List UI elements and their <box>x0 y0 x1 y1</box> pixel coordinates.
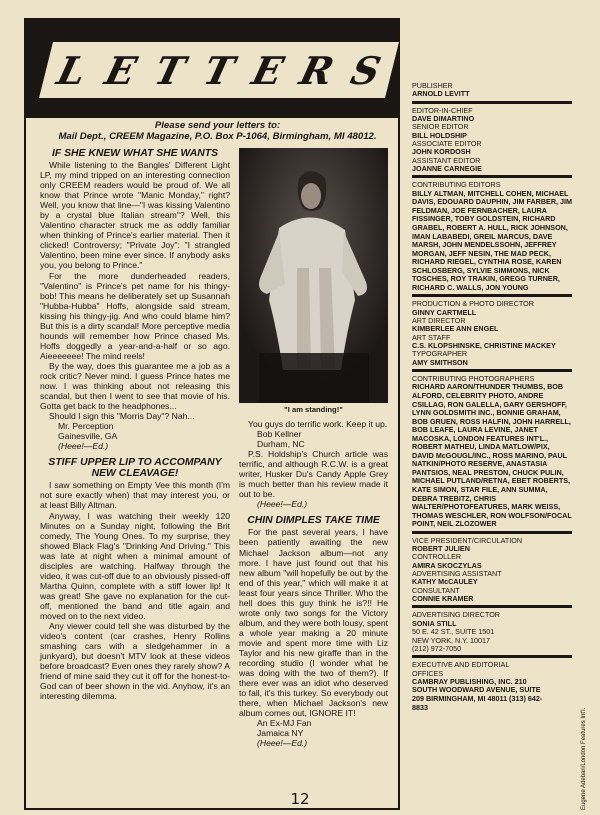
letter-1-paragraph: For the more dunderheaded readers, "Valentino" is Prince's pet name for his thingy-bob! This means he deliberately set up Susannah "Hubba-Hubba" Hoffs, alongside said stream, kissing his thingy-jig. And who could blame him? But this is a dirty scandal! More perceptive media hounds will remember how Prince chased Ms. Hoffs doggedly a year-and-a-half or so ago. Aieeeeeee! The mind reels! <box>40 270 230 361</box>
send-letters-notice <box>40 120 395 142</box>
masthead-role: CONTROLLER <box>412 552 462 562</box>
letter-2-signature: Durham, NC <box>257 439 305 450</box>
masthead-role: CONTRIBUTING PHOTOGRAPHERS <box>412 374 535 384</box>
letter-2-paragraph: I saw something on Empty Vee this month (I'm not sure exactly when) that may interest you, or at least Billy Altman. <box>40 480 230 511</box>
letters-column-left <box>40 146 230 701</box>
header-letter-2: E <box>100 47 142 93</box>
header-letter-3: T <box>150 47 190 93</box>
masthead-role: SENIOR EDITOR <box>412 122 469 132</box>
masthead-role: TYPOGRAPHER <box>412 349 468 359</box>
letter-1-paragraph: By the way, does this guarantee me a job as a rock critic? Never mind. I guess Prince hates me now. I was thinking about not releasing this scandal, but then I went to see that movie of his. Gotta get back to the headphones... <box>40 360 230 412</box>
masthead-business <box>412 531 572 604</box>
masthead-role: EDITOR-IN-CHIEF <box>412 105 473 115</box>
masthead-address: 50 E. 42 ST., SUITE 1501 <box>412 627 495 637</box>
masthead <box>412 82 572 712</box>
letter-2-paragraph: You guys do terrific work. Keep it up. <box>248 419 388 429</box>
letter-2-paragraph: Anyway, I was watching their weekly 120 Minutes on a Sunday night, following the Brit comedy, The Young Ones. To my surprise, they showed Black Flag's "Drinking And Driving." This was late at night when a minimal amount of disciples are watching. Halfway through the video, it was cut-off due to an obviously pissed-off Martha Quinn, complete with a stiff lower lip! It was great! She gave no explanation for the cut-off, mentioned the band and title again and moved on to the next video. <box>40 510 230 621</box>
masthead-advertising <box>412 605 572 653</box>
masthead-role: ART STAFF <box>412 332 451 342</box>
photo-credit-text: Eugene Adebari/London Features Int'l. <box>581 707 587 810</box>
letter-1-paragraph: Should I sign this "Morris Day"? Nah... <box>49 411 195 422</box>
masthead-role: ASSISTANT EDITOR <box>412 155 481 165</box>
masthead-production <box>412 294 572 367</box>
masthead-contributing-editors <box>412 175 572 292</box>
performer-photo-icon <box>239 148 388 403</box>
masthead-role: PUBLISHER <box>412 81 453 90</box>
letter-2-headline: STIFF UPPER LIP TO ACCOMPANY NEW CLEAVAGE! <box>48 457 222 480</box>
masthead-role: PRODUCTION & PHOTO DIRECTOR <box>412 299 534 309</box>
masthead-name: SONIA STILL <box>412 618 457 628</box>
masthead-role: ADVERTISING DIRECTOR <box>412 610 500 620</box>
masthead-role: ADVERTISING ASSISTANT <box>412 569 502 579</box>
masthead-role: CONSULTANT <box>412 585 460 595</box>
masthead-role: ART DIRECTOR <box>412 316 466 326</box>
photo-credit <box>576 700 586 810</box>
masthead-name: BILL HOLDSHIP <box>412 130 467 140</box>
masthead-name: KATHY McCAULEY <box>412 577 478 587</box>
masthead-name: JOANNE CARNEGIE <box>412 164 482 174</box>
masthead-name: AMIRA SKOCZYLAS <box>412 560 482 570</box>
letters-header-banner <box>24 18 400 118</box>
masthead-name: ROBERT JULIEN <box>412 544 470 554</box>
header-letter-7: S <box>346 47 386 93</box>
masthead-role: ASSOCIATE EDITOR <box>412 139 482 149</box>
letter-1-paragraph: While listening to the Bangles' Different Light LP, my mind tripped on an interesting connection only CREEM readers would be proud of. We all know that Prince wrote "Manic Monday," right? Well, you know that line—"I was kissing Valentino by a crystal blue Italian stream"? Well, this Valentino character struck me as oddly familiar when thinking of Prince's earlier material. Then it clicked! Controversy; "Private Joy": "I strangled Valentino, been mine ever since. If anybody asks you, you belong to Prince." <box>40 160 230 271</box>
letter-1-signature: Mr. Perception <box>58 421 114 432</box>
prince-photo <box>239 148 388 403</box>
send-line-1: Please send your letters to: <box>154 120 281 131</box>
letter-1-editor-note: (Heee!—Ed.) <box>58 441 109 452</box>
letter-1-signature: Gainesville, GA <box>58 431 118 442</box>
masthead-name: GINNY CARTMELL <box>412 307 477 317</box>
header-letter-5: E <box>247 47 289 93</box>
masthead-name: C.S. KLOPSHINSKE, CHRISTINE MACKEY <box>412 341 556 351</box>
masthead-name: KIMBERLEE ANN ENGEL <box>412 324 499 334</box>
masthead-name: JOHN KORDOSH <box>412 147 471 157</box>
letter-2-paragraph: Any viewer could tell she was disturbed by the video's content (car crashes, Henry Rollins smashing cars with a sledgehammer in a junkyard), but doesn't MTV look at these videos before broadcast? Even ones they rarely show? A friend of mine said they cut it off for the honest-to-God can of beer shown in the vid. Anyhow, it's an interesting dilemma. <box>40 621 230 702</box>
masthead-name: AMY SMITHSON <box>412 357 468 367</box>
letter-1-headline: IF SHE KNEW WHAT SHE WANTS <box>51 148 219 159</box>
letter-3-editor-note: (Heee!—Ed.) <box>257 738 308 749</box>
header-letter-6: R <box>295 47 339 93</box>
masthead-names: BILLY ALTMAN, MITCHELL COHEN, MICHAEL DAVIS, EDOUARD DAUPHIN, JIM FARBER, JIM FELDMAN, JOE FERNBACHER, LAURA FISSINGER, TOBY GOLDSTEIN, RICHARD GRABEL, ROBERT A. HULL, RICK JOHNSON, IMAN LABABEDI, GREIL MARCUS, DAVE MARSH, JOHN MENDELSSOHN, JEFFREY MORGAN, JEFF NESIN, THE MAD PECK, RICHARD RIEGEL, CYNTHIA ROSE, KAREN SCHLOSBERG, SYLVIE SIMMONS, NICK TOSCHES, ROY TRAKIN, GREGG TURNER, RICHARD C. WALLS, JON YOUNG <box>412 188 573 292</box>
masthead-name: ARNOLD LEVITT <box>412 89 470 99</box>
send-line-2: Mail Dept., CREEM Magazine, P.O. Box P-1064, Birmingham, MI 48012. <box>58 131 377 142</box>
masthead-publisher <box>412 82 572 99</box>
masthead-role: EXECUTIVE AND EDITORIAL OFFICES <box>412 660 510 678</box>
letter-2-signature: Bob Kellner <box>257 429 302 440</box>
letter-2-postscript: P.S. Holdship's Church article was terrific, and although R.C.W. is a great writer, Husker Du's Candy Apple Grey is much better than his review made it out to be. <box>239 449 388 500</box>
masthead-role: VICE PRESIDENT/CIRCULATION <box>412 535 523 545</box>
masthead-offices <box>412 655 572 712</box>
masthead-photographers <box>412 369 572 529</box>
letter-3-signature: Jamaica NY <box>257 728 304 739</box>
photo-caption: "I am standing!" <box>284 405 343 414</box>
letter-3-signature: An Ex-MJ Fan <box>257 718 312 729</box>
masthead-name: CONNIE KRAMER <box>412 594 474 604</box>
page-number: 12 <box>290 790 310 808</box>
masthead-name: DAVE DIMARTINO <box>412 114 475 124</box>
letter-3-headline: CHIN DIMPLES TAKE TIME <box>247 515 380 527</box>
masthead-address: NEW YORK, N.Y. 10017 <box>412 635 491 645</box>
header-letter-1: L <box>53 47 91 93</box>
masthead-editorial <box>412 101 572 174</box>
masthead-names: CAMBRAY PUBLISHING, INC. 210 SOUTH WOODWARD AVENUE, SUITE 209 BIRMINGHAM, MI 48011 (313) 642-8833 <box>412 676 543 712</box>
masthead-phone: (212) 972-7050 <box>412 643 462 653</box>
letters-column-right <box>239 419 388 748</box>
letter-3-paragraph: For the past several years, I have been patiently awaiting the new Michael Jackson album—not any more. I have just found out that his new album "will hopefully be out by the end of this year," which will make it at least four years since Thriller. Who the hell does this guy think he is?!! He wrote only two songs for the Victory album, and they were both lousy, spent a whole year making a 20 minute movie and spent more time with Liz Taylor and his new giraffe than in the recording studio (I wonder what he was doing with the two of them?). If there ever was an idiot who deserved to fall, it's this turkey. So everybody out there, when Michael Jackson's new album comes out, IGNORE IT! <box>239 527 388 719</box>
masthead-role: CONTRIBUTING EDITORS <box>412 180 501 190</box>
masthead-names: RICHARD AARON/THUNDER THUMBS, BOB ALFORD, CELEBRITY PHOTO, ANDRE CSILLAG, RON GALELLA, GARY GERSHOFF, LYNN GOLDSMITH INC., BONNIE GRAHAM, BOB GRUEN, ROSS HALFIN, JOHN HARRELL, BOB LEAFE, LAURA LEVINE, JANET MACOSKA, LONDON FEATURES INT'L., ROBERT MATHEU, LINDA MATLOW/PIX, DAVID McGOUGL/INC., ROSS MARINO, PAUL NATKIN/PHOTO RESERVE, ANASTASIA PANTSIOS, NEAL PRESTON, CHUCK PULIN, MICHAEL PUTLAND/RETNA, EBET ROBERTS, KATE SIMON, STAR FILE, ANN SUMMA, DEBRA TREBITZ, CHRIS WALTER/PHOTOFEATURES, MARK WEISS, THOMAS WESCHLER, RON WOLFSON/FOCAL POINT, NEIL ZLOZOWER <box>412 382 572 529</box>
letter-2-editor-note: (Heee!—Ed.) <box>257 499 308 510</box>
header-letter-4: T <box>199 47 239 93</box>
